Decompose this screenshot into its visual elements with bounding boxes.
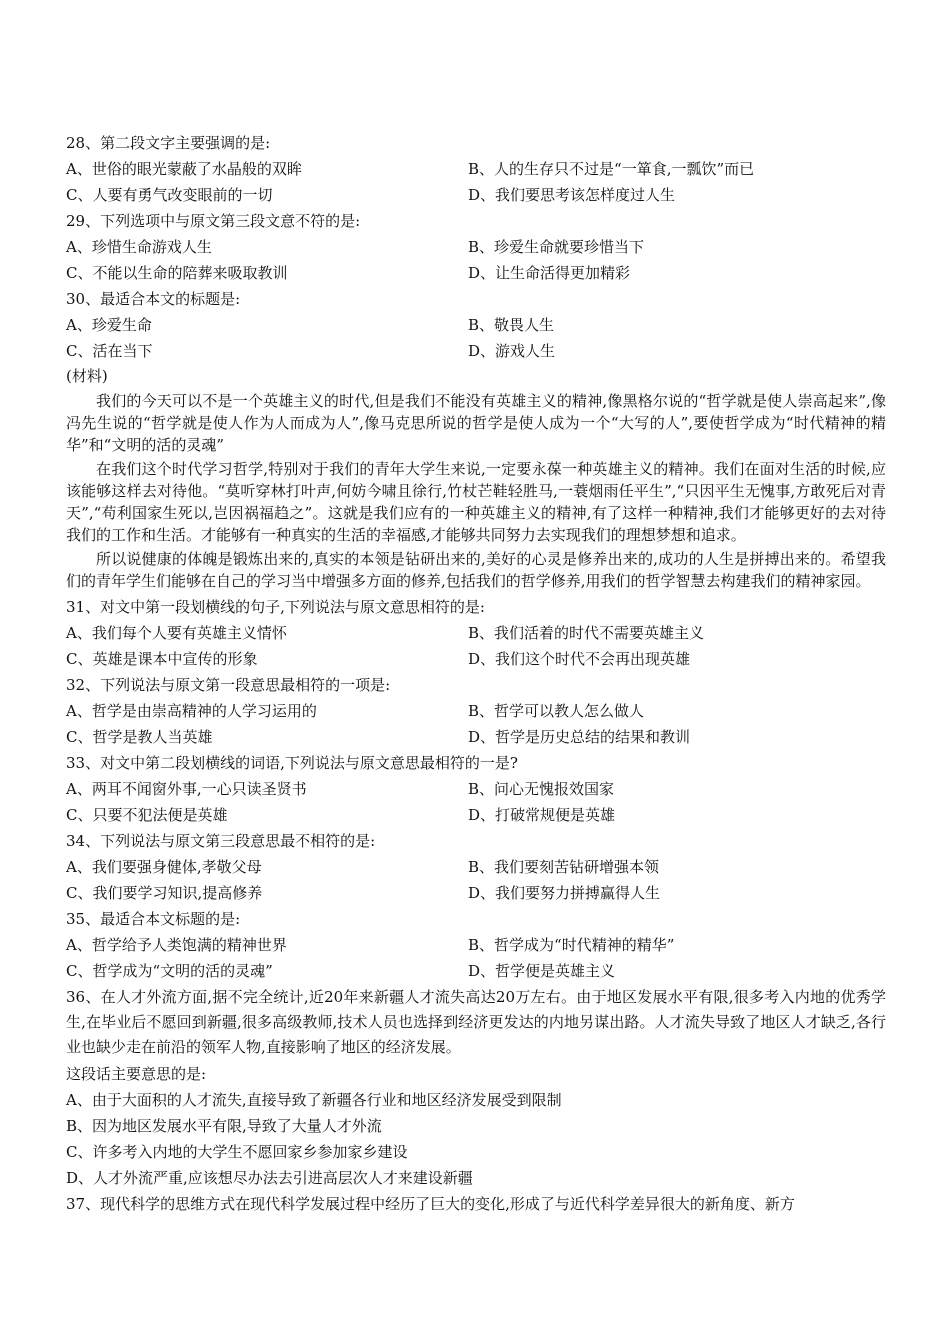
options-30-row2 xyxy=(66,338,886,364)
option-34-a: A、我们要强身健体,孝敬父母 xyxy=(66,858,262,876)
question-32: 32、下列说法与原文第一段意思最相符的一项是: xyxy=(66,676,391,694)
options-29-row2 xyxy=(66,260,886,286)
options-34-row2 xyxy=(66,880,886,906)
option-28-a: A、世俗的眼光蒙蔽了水晶般的双眸 xyxy=(66,160,302,178)
option-29-b: B、珍爱生命就要珍惜当下 xyxy=(468,238,645,256)
option-29-d: D、让生命活得更加精彩 xyxy=(468,264,631,282)
option-31-a: A、我们每个人要有英雄主义情怀 xyxy=(66,624,287,642)
options-28-row2 xyxy=(66,182,886,208)
option-33-a: A、两耳不闻窗外事,一心只读圣贤书 xyxy=(66,780,307,798)
option-28-d: D、我们要思考该怎样度过人生 xyxy=(468,186,676,204)
question-31: 31、对文中第一段划横线的句子,下列说法与原文意思相符的是: xyxy=(66,598,485,616)
options-31-row2 xyxy=(66,646,886,672)
options-33-row2 xyxy=(66,802,886,828)
option-30-b: B、敬畏人生 xyxy=(468,316,555,334)
passage-paragraph-2: 在我们这个时代学习哲学,特别对于我们的青年大学生来说,一定要永葆一种英雄主义的精神。我们在面对生活的时候,应该能够这样去对待他。“莫听穿林打叶声,何妨今啸且徐行,竹杖芒鞋轻胜马,一蓑烟雨任平生”,“只因平生无愧事,方敢死后对青天”,“苟利国家生死以,岂因祸福趋之”。这就是我们应有的一种英雄主义的精神,有了这样一种精神,我们才能够更好的去对待我们的工作和生活。才能够有一种真实的生活的幸福感,才能够共同努力去实现我们的理想梦想和追求。 xyxy=(66,460,886,544)
options-32-row1 xyxy=(66,698,886,724)
option-34-b: B、我们要刻苦钻研增强本领 xyxy=(468,858,660,876)
option-32-c: C、哲学是教人当英雄 xyxy=(66,728,213,746)
options-29-row1 xyxy=(66,234,886,260)
option-31-c: C、英雄是课本中宣传的形象 xyxy=(66,650,258,668)
option-35-c: C、哲学成为“文明的活的灵魂” xyxy=(66,962,273,980)
option-36-b: B、因为地区发展水平有限,导致了大量人才外流 xyxy=(66,1117,382,1135)
option-28-b: B、人的生存只不过是“一箪食,一瓢饮”而已 xyxy=(468,160,755,178)
passage-paragraph-1: 我们的今天可以不是一个英雄主义的时代,但是我们不能没有英雄主义的精神,像黑格尔说的“哲学就是使人崇高起来”,像冯先生说的“哲学就是使人作为人而成为人”,像马克思所说的哲学是使人成为一个“大写的人”,要使哲学成为“时代精神的精华”和“文明的活的灵魂” xyxy=(66,392,886,454)
question-34: 34、下列说法与原文第三段意思最不相符的是: xyxy=(66,832,376,850)
passage-paragraph-3: 所以说健康的体魄是锻炼出来的,真实的本领是钻研出来的,美好的心灵是修养出来的,成功的人生是拼搏出来的。希望我们的青年学生们能够在自己的学习当中增强多方面的修养,包括我们的哲学修养,用我们的哲学智慧去构建我们的精神家园。 xyxy=(66,550,886,590)
option-32-d: D、哲学是历史总结的结果和教训 xyxy=(468,728,691,746)
exam-page xyxy=(66,130,886,1217)
option-30-a: A、珍爱生命 xyxy=(66,316,152,334)
options-31-row1 xyxy=(66,620,886,646)
option-33-c: C、只要不犯法便是英雄 xyxy=(66,806,228,824)
option-35-b: B、哲学成为“时代精神的精华” xyxy=(468,936,675,954)
option-33-b: B、问心无愧报效国家 xyxy=(468,780,615,798)
options-30-row1 xyxy=(66,312,886,338)
option-28-c: C、人要有勇气改变眼前的一切 xyxy=(66,186,273,204)
option-31-d: D、我们这个时代不会再出现英雄 xyxy=(468,650,691,668)
options-34-row1 xyxy=(66,854,886,880)
option-31-b: B、我们活着的时代不需要英雄主义 xyxy=(468,624,705,642)
option-33-d: D、打破常规便是英雄 xyxy=(468,806,616,824)
question-36: 这段话主要意思的是: xyxy=(66,1065,207,1083)
options-28-row1 xyxy=(66,156,886,182)
option-35-d: D、哲学便是英雄主义 xyxy=(468,962,616,980)
option-29-c: C、不能以生命的陪葬来吸取教训 xyxy=(66,264,288,282)
question-36-stem: 36、在人才外流方面,据不完全统计,近20年来新疆人才流失高达20万左右。由于地区发展水平有限,很多考入内地的优秀学生,在毕业后不愿回到新疆,很多高级教师,技术人员也选择到经济更发达的内地另谋出路。人才流失导致了地区人才缺乏,各行业也缺少走在前沿的领军人物,直接影响了地区的经济发展。 xyxy=(66,988,886,1056)
material-label: (材料) xyxy=(66,367,108,385)
question-29: 29、下列选项中与原文第三段文意不符的是: xyxy=(66,212,361,230)
option-32-b: B、哲学可以教人怎么做人 xyxy=(468,702,645,720)
option-34-d: D、我们要努力拼搏赢得人生 xyxy=(468,884,661,902)
question-37-stem: 37、现代科学的思维方式在现代科学发展过程中经历了巨大的变化,形成了与近代科学差异很大的新角度、新方 xyxy=(66,1195,795,1213)
options-35-row2 xyxy=(66,958,886,984)
option-32-a: A、哲学是由崇高精神的人学习运用的 xyxy=(66,702,317,720)
options-33-row1 xyxy=(66,776,886,802)
options-32-row2 xyxy=(66,724,886,750)
option-34-c: C、我们要学习知识,提高修养 xyxy=(66,884,263,902)
question-35: 35、最适合本文标题的是: xyxy=(66,910,241,928)
option-30-d: D、游戏人生 xyxy=(468,342,556,360)
option-36-d: D、人才外流严重,应该想尽办法去引进高层次人才来建设新疆 xyxy=(66,1169,473,1187)
option-30-c: C、活在当下 xyxy=(66,342,153,360)
question-30: 30、最适合本文的标题是: xyxy=(66,290,241,308)
option-36-a: A、由于大面积的人才流失,直接导致了新疆各行业和地区经济发展受到限制 xyxy=(66,1091,562,1109)
question-33: 33、对文中第二段划横线的词语,下列说法与原文意思最相符的一是? xyxy=(66,754,518,772)
option-36-c: C、许多考入内地的大学生不愿回家乡参加家乡建设 xyxy=(66,1143,408,1161)
option-35-a: A、哲学给予人类饱满的精神世界 xyxy=(66,936,287,954)
question-28: 28、第二段文字主要强调的是: xyxy=(66,134,271,152)
options-35-row1 xyxy=(66,932,886,958)
option-29-a: A、珍惜生命游戏人生 xyxy=(66,238,212,256)
